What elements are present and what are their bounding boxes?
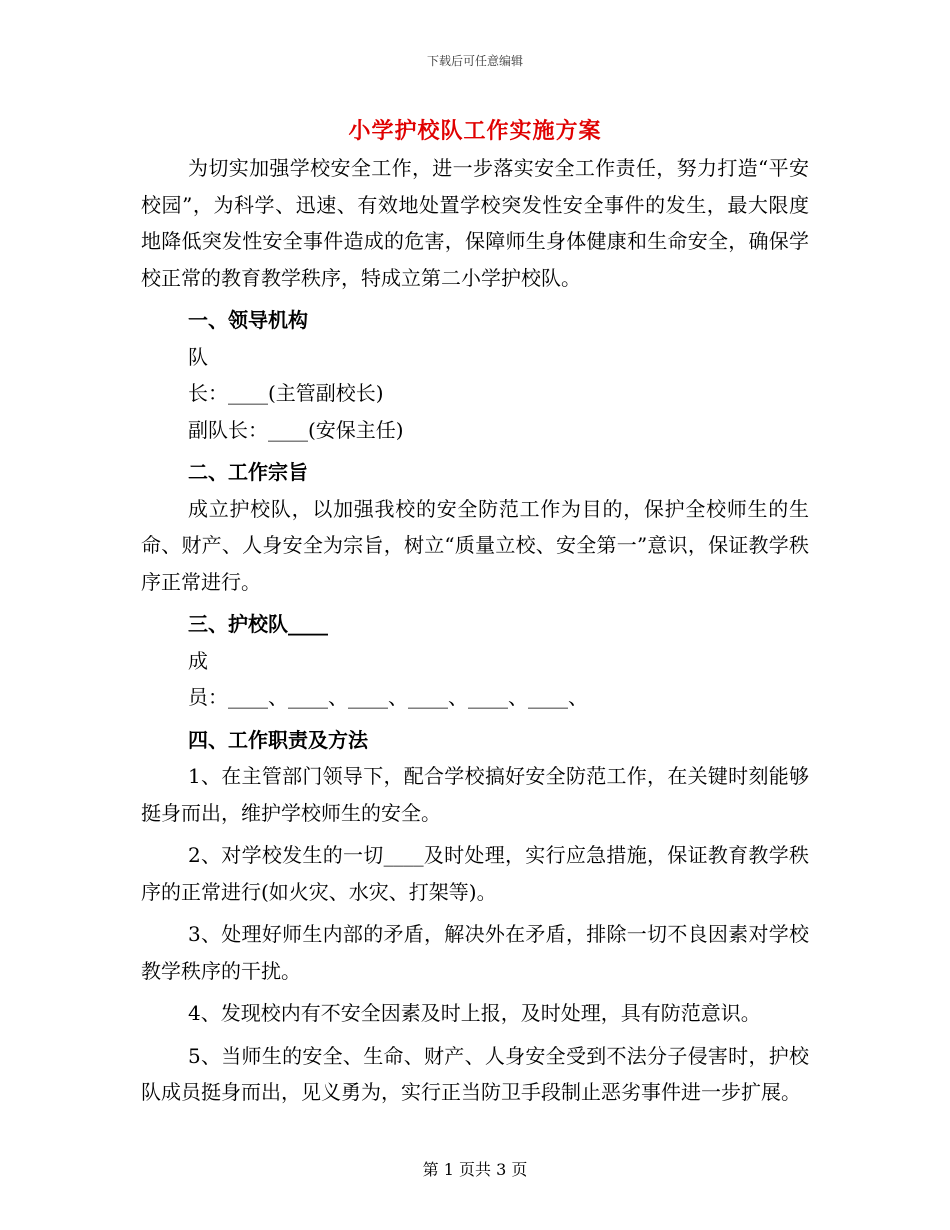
duty-item: 4、发现校内有不安全因素及时上报，及时处理，具有防范意识。 (188, 1001, 761, 1025)
intro-paragraph: 为切实加强学校安全工作，进一步落实安全工作责任，努力打造“平安校园”，为科学、迅速、有效地处置学校突发性安全事件的发生，最大限度地降低突发性安全事件造成的危害，保障师生身体健康和生命安全，确保学校正常的教育教学秩序，特成立第二小学护校队。 (141, 156, 809, 290)
duty-item: 2、对学校发生的一切____及时处理，实行应急措施，保证教育教学秩序的正常进行(如火灾、水灾、打架等)。 (141, 843, 809, 904)
section-heading-purpose: 二、工作宗旨 (188, 460, 308, 484)
page-header: 下载后可任意编辑 (426, 54, 523, 68)
document-body (141, 150, 809, 1111)
section-heading-duties: 四、工作职责及方法 (188, 727, 368, 752)
section-heading-team: 三、护校队____ (188, 612, 328, 636)
duty-item: 5、当师生的安全、生命、财产、人身安全受到不法分子侵害时，护校队成员挺身而出，见义勇为，实行正当防卫手段制止恶劣事件进一步扩展。 (141, 1043, 809, 1104)
leader-line-2: 长：____(主管副校长) (188, 381, 384, 405)
duty-item: 3、处理好师生内部的矛盾，解决外在矛盾，排除一切不良因素对学校教学秩序的干扰。 (141, 922, 809, 983)
document-title: 小学护校队工作实施方案 (348, 118, 602, 144)
page-footer: 第 1 页共 3 页 (422, 1160, 528, 1179)
deputy-leader-line: 副队长：____(安保主任) (188, 417, 404, 442)
duty-item: 1、在主管部门领导下，配合学校搞好安全防范工作，在关键时刻能够挺身而出，维护学校师生的安全。 (141, 764, 809, 825)
member-line-2: 员：____、____、____、____、____、____、 (188, 685, 588, 709)
section-heading-leadership: 一、领导机构 (188, 308, 308, 332)
purpose-paragraph: 成立护校队，以加强我校的安全防范工作为目的，保护全校师生的生命、财产、人身安全为宗旨，树立“质量立校、安全第一”意识，保证教学秩序正常进行。 (141, 496, 809, 594)
leader-line-1: 队 (188, 344, 208, 369)
member-line-1: 成 (188, 648, 208, 673)
